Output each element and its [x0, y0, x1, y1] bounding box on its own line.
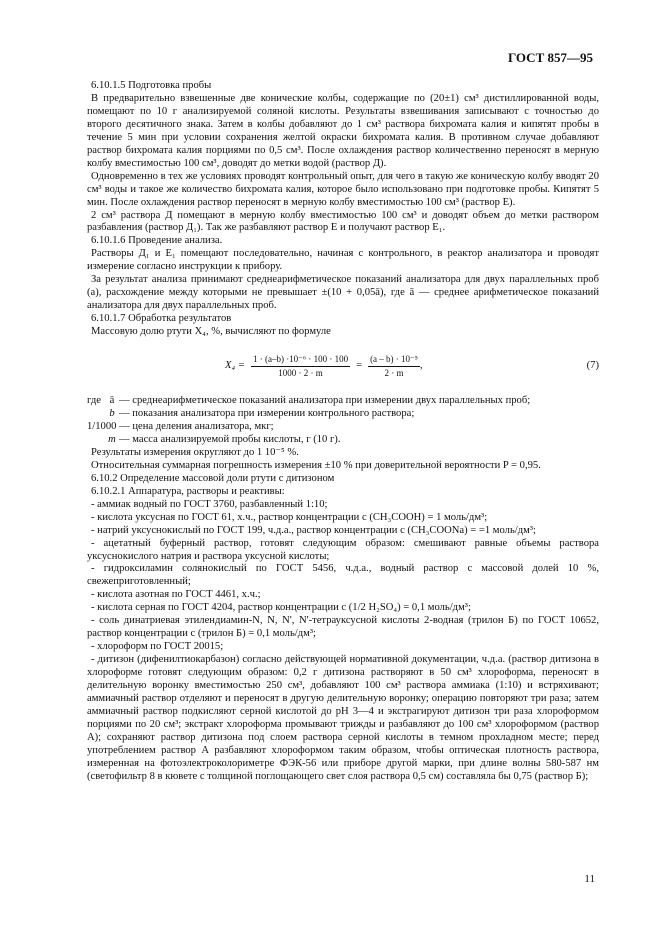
section-heading: 6.10.1.6 Проведение анализа. [91, 235, 223, 247]
list-item: - аммиак водный по ГОСТ 3760, разбавленный 1:10; [91, 498, 328, 510]
legend-symbol-m: m [108, 433, 116, 445]
section-heading: 6.10.2 Определение массовой доли ртути с дитизоном [91, 472, 335, 484]
list-item: - кислота серная по ГОСТ 4204, раствор концентрации c (1/2 H₂SO₄) = 0,1 моль/дм³; [91, 602, 471, 614]
list-item: - ацетатный буферный раствор, готовят следующим образом: смешивают равные объемы раствора уксуснокислого натрия и раствора уксусной кислоты; [87, 537, 599, 562]
legend-text-m: — масса анализируемой пробы кислоты, г (10 г). [119, 433, 341, 445]
paragraph: За результат анализа принимают среднеарифметическое показаний анализатора для двух параллельных проб (a), расхождение между которыми не превышает ±(10 + 0,05ā), где ā — среднее арифметическое показаний анализатора для двух параллельных проб. [87, 274, 599, 312]
legend-text-a: — среднеарифметическое показаний анализатора при измерении двух параллельных проб; [119, 395, 531, 407]
document-body [87, 80, 599, 784]
legend-row-k [87, 421, 599, 434]
formula-fraction-2 [368, 354, 420, 379]
formula-denominator-2: 2 · m [384, 367, 404, 378]
formula-7 [87, 343, 599, 389]
list-item: - гидроксиламин солянокислый по ГОСТ 5456, ч.д.а., водный раствор с массовой долей 10 %, свежеприготовленный; [87, 563, 599, 588]
legend-row-b [87, 408, 599, 421]
list-item: - кислота азотная по ГОСТ 4461, х.ч.; [91, 589, 261, 601]
formula-number: (7) [586, 359, 599, 371]
legend-text-k: 1/1000 — цена деления анализатора, мкг; [87, 420, 274, 432]
list-item: - соль динатриевая этилендиамин-N, N, N', N'-тетрауксусной кислоты 2-водная (трилон Б) по ГОСТ 10652, раствор концентрации c (трилон Б) = 0,1 моль/дм³; [87, 615, 599, 640]
list-item: - кислота уксусная по ГОСТ 61, х.ч., раствор концентрации c (CH₃COOH) = 1 моль/дм³; [91, 511, 488, 523]
list-item: - дитизон (дифенилтиокарбазон) согласно действующей нормативной документации, ч.д.а. (раствор дитизона в хлороформе готовят следующим образом: 0,2 г дитизона растворяют в 50 см³ хлороформа, переносят в делительную воронку вместимостью 250 см³, добавляют 100 см³ раствора аммиака (1:10) и встряхивают; аммиачный раствор отделяют и переносят в другую делительную воронку; операцию повторяют три раза; затем аммиачный раствор подкисляют серной кислотой до pH 3—4 и экстрагируют дитизон три раза хлороформом порциями по 20 см³; экстракт хлороформа промывают трижды и разбавляют до 100 см³ хлороформом (раствор А); сохраняют раствор дитизона под слоем раствора серной кислоты в темном прохладном месте; перед употреблением раствор А разбавляют хлороформом таким образом, чтобы оптическая плотность раствора, измеренная на фотоэлектроколориметре ФЭК-56 или приборе другой марки, при длине волны 580-587 нм (светофильтр 8 в кювете с толщиной поглощающего свет слоя раствора 0,5 см) составляла бы 0,75 (раствор Б); [87, 654, 599, 782]
formula-numerator-2: (a – b) · 10⁻⁵ [368, 354, 420, 367]
paragraph: Результаты измерения округляют до 1 10⁻⁵ %. [91, 446, 299, 458]
paragraph: В предварительно взвешенные две конические колбы, содержащие по (20±1) см³ дистиллированной воды, помещают по 10 г анализируемой соляной кислоты. Результаты взвешивания записывают с точностью до второго десятичного знака. Затем в колбы добавляют до 1 см³ раствора бихромата калия и кипятят пробы в течение 5 мин при условии сохранения желтой окраски бихромата калия. В противном случае добавляют раствор бихромата калия порциями по 0,5 см³. После охлаждения раствор количественно переносят в мерную колбу вместимостью 100 см³, доводят до метки водой (раствор Д). [87, 92, 599, 169]
formula-equals: = [356, 359, 363, 371]
legend-row-a [87, 395, 599, 408]
section-heading: 6.10.1.7 Обработка результатов [91, 313, 232, 325]
list-item: - натрий уксуснокислый по ГОСТ 199, ч.д.а., раствор концентрации c (CH₃COONa) = =1 моль/дм³; [91, 524, 536, 536]
legend-symbol-a: ā [109, 395, 115, 407]
formula-fraction-1 [251, 354, 350, 379]
paragraph: 2 см³ раствора Д помещают в мерную колбу вместимостью 100 см³ и доводят объем до метки раствором разбавления (раствор Д₁). Так же разбавляют раствор Е и получают раствор Е₁. [87, 209, 599, 234]
legend-text-b: — показания анализатора при измерении контрольного раствора; [119, 408, 415, 420]
paragraph: Одновременно в тех же условиях проводят контрольный опыт, для чего в такую же коническую колбу вводят 20 см³ воды и такое же количество бихромата калия, которое было использовано при подготовке пробы. Кипятят 5 мин. После охлаждения раствор переносят в мерную колбу вместимостью 100 см³ (раствор Е). [87, 170, 599, 208]
paragraph: Массовую долю ртути X₄, %, вычисляют по формуле [91, 326, 331, 338]
formula-comma: , [419, 359, 423, 371]
section-heading: 6.10.2.1 Аппаратура, растворы и реактивы: [91, 485, 285, 497]
paragraph: Относительная суммарная погрешность измерения ±10 % при доверительной вероятности P = 0,95. [91, 459, 541, 471]
document-header: ГОСТ 857—95 [507, 50, 593, 65]
formula-denominator-1: 1000 · 2 · m [278, 367, 323, 378]
formula-lhs: X₄ = [225, 359, 245, 371]
legend-symbol-b: b [109, 408, 115, 420]
list-item: - хлороформ по ГОСТ 20015; [91, 641, 224, 653]
legend-where: где [87, 395, 101, 407]
paragraph: Растворы Д₁ и Е₁ помещают последовательно, начиная с контрольного, в реактор анализатора и проводят измерение согласно инструкции к прибору. [87, 248, 599, 273]
section-heading: 6.10.1.5 Подготовка пробы [91, 80, 212, 91]
page-number: 11 [584, 873, 595, 885]
legend-row-m [87, 434, 599, 447]
formula-numerator-1: 1 · (a–b) ·10⁻⁶ · 100 · 100 [251, 354, 350, 367]
